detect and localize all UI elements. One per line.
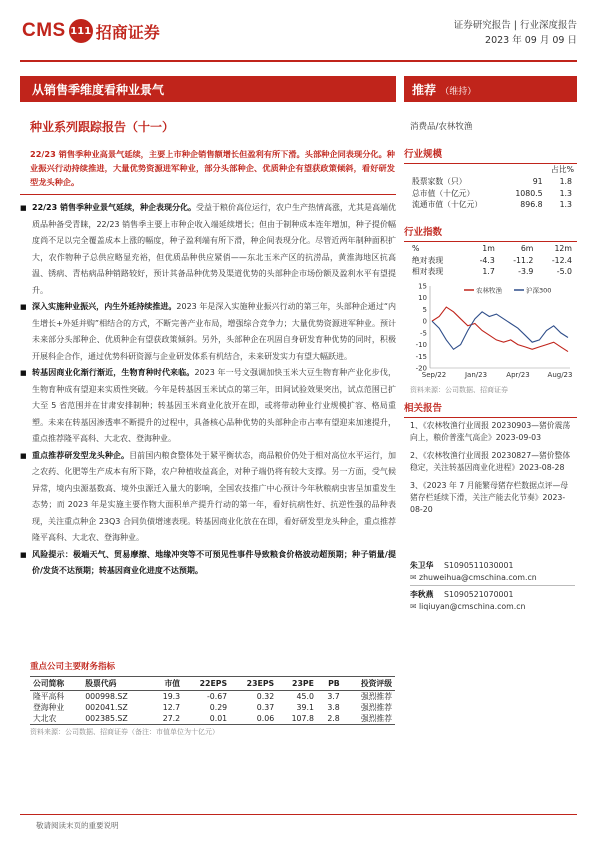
y-tick-label: 5 — [422, 305, 427, 314]
scale-section-title: 行业规模 — [404, 146, 577, 164]
logo-en: CMS — [22, 20, 66, 41]
cell: 流通市值（十亿元） — [412, 200, 483, 209]
col-header: 1m — [482, 244, 495, 253]
scale-table — [410, 164, 574, 211]
x-tick-label: Sep/22 — [421, 371, 447, 379]
logo-badge: 111 — [69, 19, 93, 43]
cell: 2.8 — [317, 713, 343, 725]
cell: -4.3 — [479, 255, 495, 265]
summary: 22/23 销售季种业高景气延续，主要上市种企销售额增长但盈利有所下滑。头部种企同表现分化。种业振兴行动持续推进，大量优势资源进军种业，部分头部种企、优质种企有望获政策倾斜，看好研发型龙头种企。 — [30, 149, 395, 187]
bullet-text: 2023 年是深入实施种业振兴行动的第三年，头部种企通过“内生增长+外延并购”相结合的方式，不断完善产业布局，增强综合竞争力；大量优势资源进军种业。预计未来部分头部种企、优质种企有望获政策倾斜。另外，头部种企在巩固自身研发育种优势的同时，积极开展科企合作，通过优势科研资源与企业研发体系有机结合，未来研发实力有望大幅跃进。 — [32, 302, 397, 361]
bullet-lead: 转基因商业化渐行渐近，生物育种时代来临。 — [32, 368, 195, 377]
analyst-email[interactable]: ✉ liqiuyan@cmschina.com.cn — [410, 601, 575, 613]
cell: 股票家数（只） — [412, 177, 467, 186]
page-header — [0, 0, 595, 58]
cell: 27.2 — [150, 713, 183, 725]
cell: 1.3 — [559, 188, 572, 198]
footer-divider — [20, 814, 577, 815]
table-row — [410, 255, 574, 267]
related-report-item[interactable]: 3、《2023 年 7 月能繁母猪存栏数据点评—母猪存栏延续下滑，关注产能去化节奏》2023-08-20 — [410, 481, 569, 514]
cell: 3.7 — [327, 692, 340, 701]
col-header: 12m — [554, 244, 572, 253]
rating-banner — [404, 76, 577, 102]
y-tick-label: -20 — [415, 364, 427, 373]
header-meta — [454, 18, 577, 48]
bullet-2 — [20, 299, 396, 365]
bullet-lead: 重点推荐研发型龙头种企。 — [32, 450, 130, 460]
cell: 大北农 — [30, 713, 82, 725]
bullet-1 — [20, 200, 396, 299]
analyst-name: 李秋燕 — [410, 590, 434, 599]
col-header: 23EPS — [230, 677, 277, 691]
related-report-item[interactable]: 1、《农林牧渔行业周报 20230903—猪价震荡向上，粮价普涨气高企》2023-09-03 — [410, 421, 571, 442]
cell: 强烈推荐 — [343, 713, 395, 725]
bullet-text: 受益于粮价高位运行，农户生产热情高涨，尤其是高端优质品种备受青睐，22/23 销售季主要上市种企收入端延续增长；但由于制种成本连年增加，种子提价幅度尚不足以完全覆盖成本上涨的幅度，种子盈利端有所下滑，种企间表现分化。尽管近两年制种面积扩大，农作物种子总供应略显充裕，但优质品种供应紧俏——东北玉米产区的抗涝品，黄淮海地区抗高温、锈病、青枯病品种销路较好，预计其备品种优势及渠道优势的头部种企市场份额及盈利水平有望提升。 — [32, 203, 396, 295]
table-row — [410, 199, 574, 211]
index-chart — [404, 280, 576, 384]
cell: 0.29 — [209, 703, 228, 712]
x-tick-label: Aug/23 — [547, 371, 573, 379]
col-header: 公司简称 — [30, 677, 82, 691]
rating-note: （维持） — [440, 87, 477, 97]
key-company-table — [30, 676, 395, 725]
report-title: 种业系列跟踪报告（十一） — [30, 120, 175, 134]
table-row — [30, 713, 395, 725]
cell: -12.4 — [551, 255, 572, 265]
table-row — [410, 266, 574, 278]
x-tick-label: Jan/23 — [464, 371, 488, 379]
cell: -0.67 — [206, 692, 228, 701]
analyst-id: S1090511030001 — [444, 561, 514, 570]
analyst-block — [410, 560, 575, 612]
performance-table — [410, 243, 574, 278]
col-header: 投资评级 — [343, 677, 395, 691]
table-row — [30, 702, 395, 713]
sector-label: 消费品/农林牧渔 — [410, 122, 473, 132]
summary-divider — [20, 194, 396, 195]
bullet-4 — [20, 448, 396, 547]
cell: 绝对表现 — [412, 255, 444, 265]
cell: 896.8 — [520, 200, 543, 209]
cms-logo — [22, 18, 160, 44]
footer-note: 敬请阅读末页的重要说明 — [36, 821, 119, 830]
y-tick-label: 0 — [422, 317, 427, 326]
risk-bullet — [20, 547, 396, 580]
cell: 0.32 — [256, 692, 275, 701]
analyst-row — [410, 560, 575, 572]
y-tick-label: 10 — [418, 294, 427, 303]
cell: 3.8 — [327, 703, 340, 712]
key-table-source: 资料来源：公司数据、招商证券（备注：市值单位为十亿元） — [30, 728, 219, 736]
analyst-divider — [410, 585, 575, 586]
analyst-email[interactable]: ✉ zhuweihua@cmschina.com.cn — [410, 572, 575, 584]
body-bullets — [20, 200, 396, 580]
cell: 0.06 — [230, 713, 277, 725]
rating: 推荐 — [412, 83, 437, 97]
x-tick-label: Apr/23 — [506, 371, 530, 379]
bullet-text: 2023 年一号文强调加快玉米大豆生物育种产业化步伐，生物育种成有望迎来实质性突破。今年是转基因玉米试点的第三年，田间试验效果突出，试点范围已扩大至 5 省范围并在甘肃安排制种；转基因玉米商业化放开在即，或将带动种业行业规模扩容、格局重塑。未来在转基因渗透率不断提升的过程中，具备核心品种优势的头部种企市占率有望迎来加速提升，重点推荐隆平高科、大北农、登海种业。 — [32, 368, 397, 443]
legend-label: 农林牧渔 — [476, 286, 502, 295]
col-header: 市值 — [150, 677, 183, 691]
report-type: 证券研究报告 | 行业深度报告 — [453, 20, 577, 31]
y-tick-label: -5 — [420, 329, 427, 338]
cell: 1.3 — [559, 200, 572, 209]
topic-banner: 从销售季维度看种业景气 — [20, 76, 396, 102]
related-reports — [410, 420, 575, 522]
analyst-id: S1090521070001 — [444, 590, 514, 599]
y-tick-label: 15 — [418, 282, 427, 291]
cell: 000998.SZ — [85, 692, 128, 701]
col-header: PB — [317, 677, 343, 691]
cell: 45.0 — [296, 692, 314, 701]
col-header: 23PE — [277, 677, 317, 691]
report-date: 2023 年 09 月 09 日 — [485, 35, 577, 46]
col-header: 6m — [520, 244, 534, 253]
header-divider — [20, 60, 577, 62]
col-header: 占比% — [550, 165, 574, 174]
cell: 相对表现 — [412, 267, 444, 276]
related-report-item[interactable]: 2、《农林牧渔行业周报 20230827—猪价整体稳定，关注转基因商业化进程》2023-08-28 — [410, 451, 571, 472]
index-section-title: 行业指数 — [404, 224, 577, 242]
cell: -3.9 — [518, 267, 534, 276]
table-header-row — [410, 243, 574, 255]
analyst-row — [410, 589, 575, 601]
cell: 总市值（十亿元） — [412, 188, 475, 198]
cell: 隆平高科 — [33, 692, 65, 701]
cell: 1.8 — [559, 177, 572, 186]
y-tick-label: -10 — [415, 341, 427, 350]
related-section-title: 相关报告 — [404, 400, 577, 418]
cell: 强烈推荐 — [360, 692, 392, 701]
legend-label: 沪深300 — [526, 286, 552, 295]
cell: 19.3 — [162, 692, 181, 701]
cell: -11.2 — [513, 255, 534, 265]
risk-lead: 风险提示： — [32, 549, 74, 559]
cell: 002041.SZ — [85, 703, 128, 712]
col-header: % — [412, 244, 420, 253]
logo-cn: 招商证券 — [95, 22, 160, 42]
cell: 1.7 — [482, 267, 495, 276]
cell: 0.37 — [256, 703, 275, 712]
chart-source: 资料来源：公司数据、招商证券 — [410, 386, 508, 394]
col-header: 股票代码 — [82, 677, 150, 691]
table-header-row — [410, 164, 574, 176]
y-tick-label: -15 — [415, 352, 427, 361]
bullet-lead: 深入实施种业振兴，内生外延持续推进。 — [32, 302, 177, 311]
cell: 39.1 — [296, 703, 314, 712]
bullet-lead: 22/23 销售季种业景气延续，种企表现分化。 — [32, 203, 196, 212]
table-header-row — [30, 677, 395, 691]
col-header: 22EPS — [183, 677, 230, 691]
risk-text: 极端天气、贸易摩擦、地缘冲突等不可预见性事件导致粮食价格波动超预期；种子销量/提价/发货不达预期；转基因商业化进度不达预期。 — [32, 549, 396, 575]
cell: 1080.5 — [515, 188, 543, 198]
table-row — [30, 691, 395, 703]
table-row — [410, 188, 574, 200]
cell: -5.0 — [556, 267, 572, 276]
cell: 107.8 — [277, 713, 317, 725]
bullet-text: 目前国内粮食整体处于紧平衡状态，商品粮价仍处于相对高位水平运行，加之农药、化肥等生产成本有所下降，农户种植收益高企，对种子端仍将有较大支撑。另一方面，受气候异常，境内虫源基数高、境外虫源迁入量大的影响，全国农技推广中心预计今年秋粮病虫害呈加重发生态势；而 2023 年是实施主要作物大面积单产提升行动的第一年，看好抗病性好、抗逆性强的品种表现，关注重点种企 23Q3 合同负债增速表现。转基因商业化放在在即，看好研发型龙头种企，重点推荐隆平高科、大北农、登海种业。 — [32, 450, 396, 542]
bullet-3 — [20, 365, 396, 448]
cell: 002385.SZ — [82, 713, 150, 725]
analyst-name: 朱卫华 — [410, 561, 434, 570]
cell: 0.01 — [183, 713, 230, 725]
cell: 登海种业 — [33, 703, 65, 712]
key-table-title: 重点公司主要财务指标 — [30, 662, 116, 672]
cell: 强烈推荐 — [360, 703, 392, 712]
cell: 91 — [532, 177, 543, 186]
cell: 12.7 — [162, 703, 181, 712]
table-row — [410, 176, 574, 188]
